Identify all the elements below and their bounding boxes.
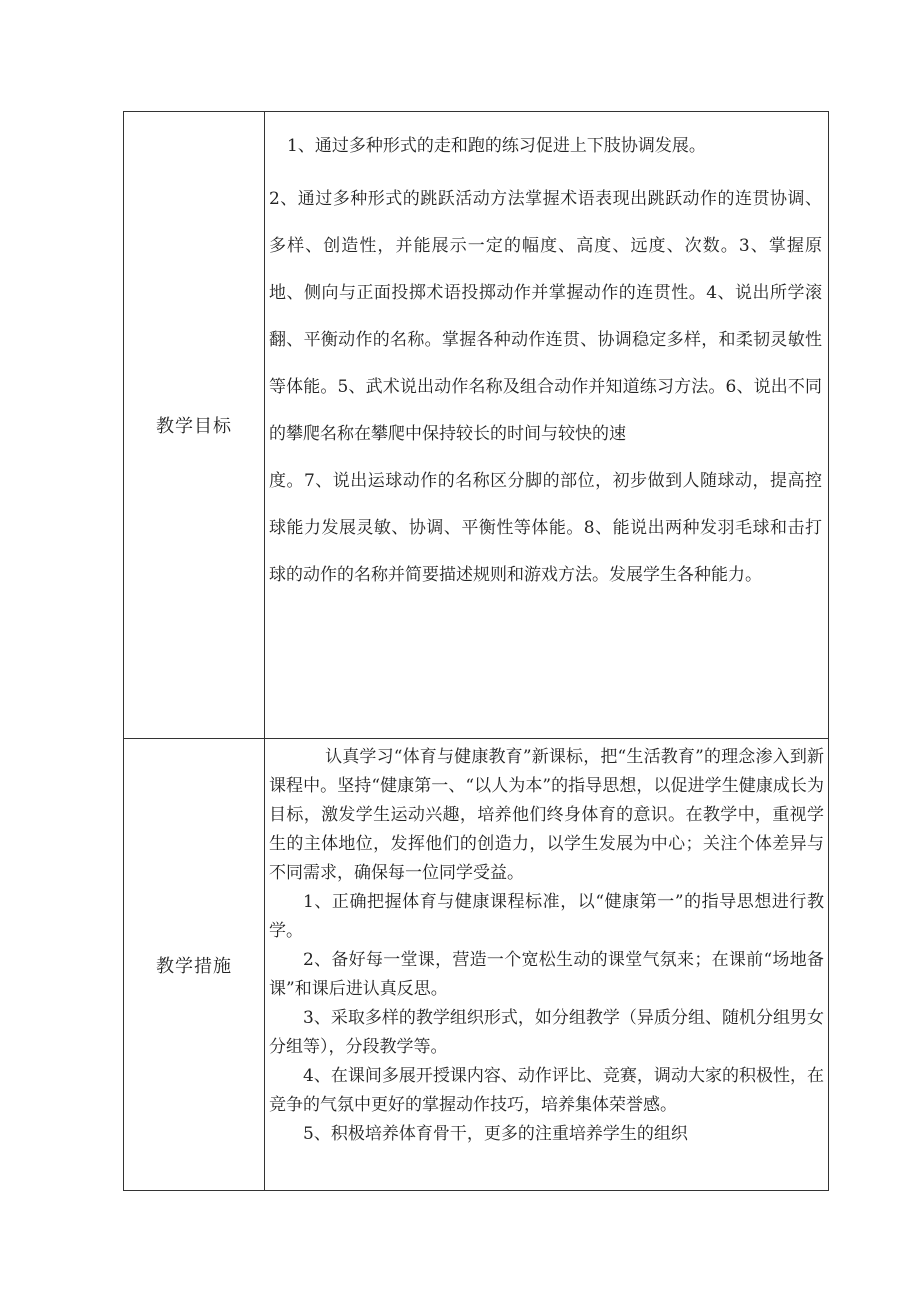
teaching-goals-content bbox=[265, 112, 828, 738]
measure-item-4: 4、在课间多展开授课内容、动作评比、竞赛，调动大家的积极性，在竞争的气氛中更好的掌握动作技巧，培养集体荣誉感。 bbox=[269, 1066, 824, 1115]
plan-table bbox=[123, 111, 829, 1191]
measure-item-1: 1、正确把握体育与健康课程标准，以“健康第一”的指导思想进行教学。 bbox=[269, 892, 824, 941]
row-teaching-goals bbox=[124, 112, 828, 739]
teaching-measures-content bbox=[265, 739, 828, 1190]
measure-item-2: 2、备好每一堂课，营造一个宽松生动的课堂气氛来；在课前“场地备课”和课后进认真反思。 bbox=[269, 950, 824, 999]
measure-item-5: 5、积极培养体育骨干，更多的注重培养学生的组织 bbox=[303, 1124, 688, 1144]
goal-line-1: 1、通过多种形式的走和跑的练习促进上下肢协调发展。 bbox=[287, 136, 706, 156]
measure-item-3: 3、采取多样的教学组织形式，如分组教学（异质分组、随机分组男女分组等），分段教学等。 bbox=[269, 1008, 824, 1057]
measures-intro: 认真学习“体育与健康教育”新课标，把“生活教育”的理念渗入到新课程中。坚持“健康第一、“以人为本”的指导思想，以促进学生健康成长为目标，激发学生运动兴趣，培养他们终身体育的意识。在教学中，重视学生的主体地位，发挥他们的创造力，以学生发展为中心；关注个体差异与不同需求，确保每一位同学受益。 bbox=[269, 747, 824, 883]
goal-paragraph-3: 度。7、说出运球动作的名称区分脚的部位，初步做到人随球动，提高控球能力发展灵敏、协调、平衡性等体能。8、能说出两种发羽毛球和击打球的动作的名称并简要描述规则和游戏方法。发展学生各种能力。 bbox=[269, 471, 822, 585]
teaching-measures-label: 教学措施 bbox=[124, 739, 265, 1190]
goal-paragraph-2: 2、通过多种形式的跳跃活动方法掌握术语表现出跳跃动作的连贯协调、多样、创造性，并能展示一定的幅度、高度、远度、次数。3、掌握原地、侧向与正面投掷术语投掷动作并掌握动作的连贯性。4、说出所学滚翻、平衡动作的名称。掌握各种动作连贯、协调稳定多样，和柔韧灵敏性等体能。5、武术说出动作名称及组合动作并知道练习方法。6、说出不同的攀爬名称在攀爬中保持较长的时间与较快的速 bbox=[269, 189, 822, 444]
row-teaching-measures bbox=[124, 739, 828, 1190]
teaching-goals-label: 教学目标 bbox=[124, 112, 265, 738]
